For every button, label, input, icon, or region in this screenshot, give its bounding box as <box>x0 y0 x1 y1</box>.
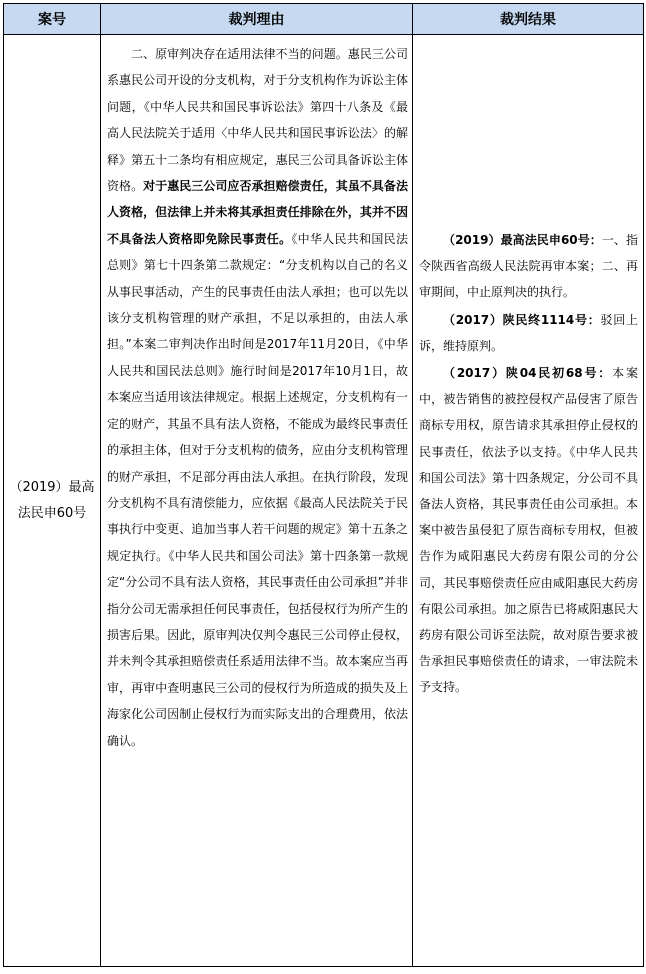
reason-text-bold: 对于惠民三公司应否承担赔偿责任，其虽不具备法人资格，但法律上并未将其承担责任排除在外，其并不因不具备法人资格即免除民事责任。 <box>107 179 408 246</box>
result-item <box>419 360 638 701</box>
reason-text-1: 二、原审判决存在适用法律不当的问题。惠民三公司系惠民公司开设的分支机构，对于分支机构作为诉讼主体问题，《中华人民共和国民事诉讼法》第四十八条及《最高人民法院关于适用〈中华人民共和国民事诉讼法〉的解释》第五十二条均有相应规定，惠民三公司具备诉讼主体资格。 <box>107 47 408 194</box>
header-reason: 裁判理由 <box>101 4 413 35</box>
result-text: 本案中，被告销售的被控侵权产品侵害了原告商标专用权，原告请求其承担停止侵权的民事责任，依法予以支持。《中华人民共和国公司法》第十四条规定，分公司不具备法人资格，其民事责任由公司承担。本案中被告虽侵犯了原告商标专用权，但被告作为咸阳惠民大药房有限公司的分公司，其民事赔偿责任应由咸阳惠民大药房有限公司承担。加之原告已将咸阳惠民大药房有限公司诉至法院，故对原告要求被告承担民事赔偿责任的请求，一审法院未予支持。 <box>419 366 638 695</box>
result-case-label: （2017）陕民终1114号： <box>443 312 601 327</box>
header-result: 裁判结果 <box>413 4 644 35</box>
reason-cell <box>101 35 413 967</box>
table-row <box>4 35 644 967</box>
result-cell <box>413 35 644 967</box>
result-text: 一、指令陕西省高级人民法院再审本案；二、再审期间，中止原判决的执行。 <box>419 233 638 300</box>
table-header-row <box>4 4 644 35</box>
result-case-label: （2019）最高法民申60号： <box>443 233 602 247</box>
header-case-no: 案号 <box>4 4 101 35</box>
judgment-table <box>3 3 644 967</box>
result-text: 驳回上诉，维持原判。 <box>419 312 638 353</box>
result-item <box>419 307 638 359</box>
reason-paragraph <box>107 41 408 754</box>
case-number-cell: （2019）最高法民申60号 <box>4 35 101 967</box>
result-case-label: （2017）陕04民初68号： <box>443 366 613 381</box>
reason-text-2: 《中华人民共和国民法总则》第七十四条第二款规定：“分支机构以自己的名义从事民事活动，产生的民事责任由法人承担；也可以先以该分支机构管理的财产承担，不足以承担的，由法人承担。”本案二审判决作出时间是2017年11月20日，《中华人民共和国民法总则》施行时间是2017年10月1日，故本案应当适用该法律规定。根据上述规定，分支机构有一定的财产，其虽不具有法人资格，不能成为最终民事责任的承担主体，但对于分支机构的债务，应由分支机构管理的财产承担，不足部分再由法人承担。在执行阶段，发现分支机构不具有清偿能力，应依据《最高人民法院关于民事执行中变更、追加当事人若干问题的规定》第十五条之规定执行。《中华人民共和国公司法》第十四条第一款规定“分公司不具有法人资格，其民事责任由公司承担”并非指分公司无需承担任何民事责任，包括侵权行为所产生的损害后果。因此，原审判决仅判令惠民三公司停止侵权，并未判令其承担赔偿责任系适用法律不当。故本案应当再审，再审中查明惠民三公司的侵权行为所造成的损失及上海家化公司因制止侵权行为而实际支出的合理费用，依法确认。 <box>107 231 408 748</box>
result-item <box>419 227 638 306</box>
